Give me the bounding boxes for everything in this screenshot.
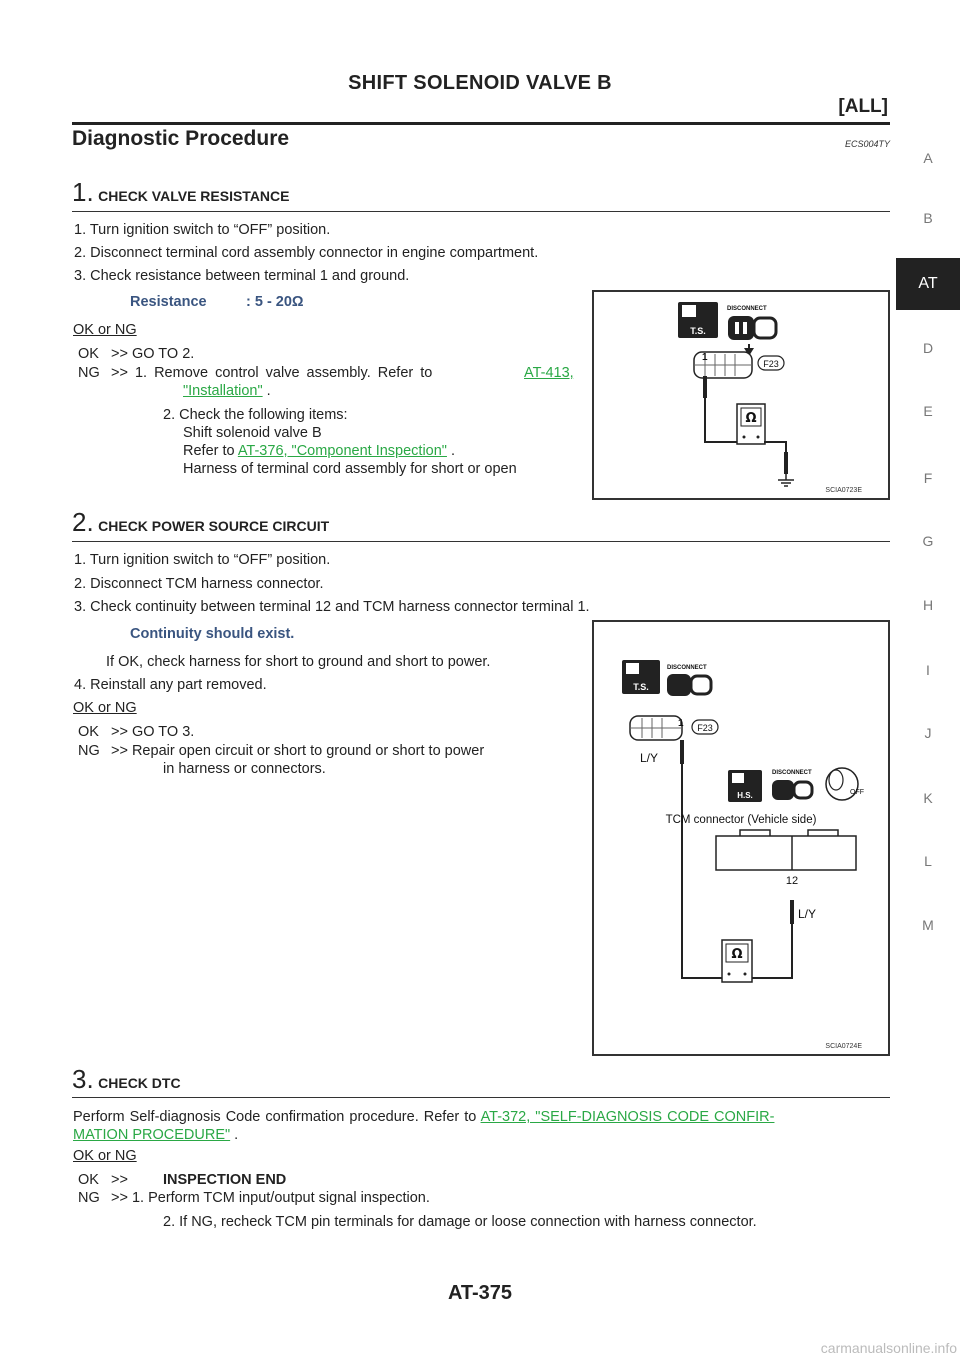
step-2-note: If OK, check harness for short to ground and short to power. [106,654,491,670]
step-2-item-1: 1. Turn ignition switch to “OFF” position. [74,552,331,568]
step-1-ng-2b [183,442,455,460]
resistance-label: Resistance [130,294,207,310]
step-1-installation [183,382,271,400]
side-index-l[interactable]: L [924,853,932,869]
side-index-e[interactable]: E [923,403,933,419]
step-3-text-line-2 [73,1126,238,1144]
step-2-number: 2. [72,507,94,537]
diagram-1-svg [594,292,888,498]
step-3-ng-2: 2. If NG, recheck TCM pin terminals for damage or loose connection with harness connector. [163,1214,757,1230]
section-title: Diagnostic Procedure [72,127,290,150]
step-1-ok-label: OK [78,346,99,362]
svg-text:L/Y: L/Y [798,907,817,921]
step-1-title: CHECK VALVE RESISTANCE [98,188,290,204]
link-at-413[interactable]: AT-413, [524,365,574,381]
step-2-item-3: 3. Check continuity between terminal 12 and TCM harness connector terminal 1. [74,599,590,615]
ohmmeter-icon [722,940,752,982]
watermark: carmanualsonline.info [820,1340,957,1356]
link-installation[interactable]: "Installation" [183,383,263,399]
step-1-ng-2c: Harness of terminal cord assembly for short or open [183,461,517,477]
continuity-spec: Continuity should exist. [130,626,295,642]
step-3-period: . [234,1127,239,1143]
resistance-value: : 5 - 20Ω [246,294,304,310]
svg-text:1: 1 [678,718,684,729]
side-index-d[interactable]: D [922,340,934,356]
svg-text:F23: F23 [763,359,779,369]
step-2-ok-label: OK [78,724,99,740]
svg-text:H.S.: H.S. [737,791,753,800]
step-1-period: . [266,383,271,399]
step-3-ok-result: INSPECTION END [163,1172,287,1188]
refer-period: . [450,443,456,459]
side-index-i[interactable]: I [926,662,930,678]
step-3-rule [72,1097,890,1098]
side-index-h[interactable]: H [922,597,934,613]
step-1-item-2: 2. Disconnect terminal cord assembly connector in engine compartment. [74,245,539,261]
step-2-item-2: 2. Disconnect TCM harness connector. [74,576,324,592]
step-3-number: 3. [72,1064,94,1094]
header-rule [72,122,890,125]
side-index-a[interactable]: A [923,150,933,166]
step-1-ng-2: 2. Check the following items: [163,407,348,423]
disconnect-connector-icon [728,316,776,340]
page-header-scope: [ALL] [838,96,888,117]
step-1-rule [72,211,890,212]
step-2-item-4: 4. Reinstall any part removed. [74,677,267,693]
disconnect-connector-icon [667,674,711,696]
step-1-ng-2a: Shift solenoid valve B [183,425,322,441]
page-number: AT-375 [447,1282,513,1304]
ohmmeter-icon [737,404,765,444]
step-1-item-3: 3. Check resistance between terminal 1 and ground. [74,268,410,284]
page-header-title: SHIFT SOLENOID VALVE B [348,72,612,94]
step-1-ng-label: NG [78,365,100,381]
step-2-ng-label: NG [78,743,100,759]
side-index-m[interactable]: M [922,917,934,933]
f23-connector-icon [630,716,682,740]
svg-text:TCM connector (Vehicle side): TCM connector (Vehicle side) [665,814,817,826]
diagram-2-svg [594,622,888,1054]
svg-text:OFF: OFF [850,789,864,796]
step-1-ok-or-ng: OK or NG [73,322,137,338]
svg-text:DISCONNECT: DISCONNECT [667,665,707,671]
side-index-b[interactable]: B [923,210,933,226]
svg-text:SCIA0723E: SCIA0723E [825,487,862,494]
step-3-ng-result: >> 1. Perform TCM input/output signal inspection. [111,1190,430,1206]
ignition-off-icon [826,768,864,800]
step-1-heading [72,177,290,208]
step-2-ng-result: >> Repair open circuit or short to ground or short to power [111,743,485,759]
step-3-text [73,1108,774,1126]
link-at-376[interactable]: AT-376, "Component Inspection" [237,443,447,459]
refer-to-text: Refer to [183,443,235,459]
step-2-ok-result: >> GO TO 3. [111,724,195,740]
step-2-ng-result-2: in harness or connectors. [163,761,326,777]
svg-text:T.S.: T.S. [633,682,649,692]
step-3-title: CHECK DTC [98,1075,181,1091]
svg-text:Ω: Ω [731,947,743,962]
step-3-ok-or-ng: OK or NG [73,1148,137,1164]
side-index-g[interactable]: G [922,533,934,549]
svg-text:12: 12 [785,875,799,887]
step-1-ng-result: >> 1. Remove control valve assembly. Refer to [111,365,433,381]
svg-text:SCIA0724E: SCIA0724E [825,1043,862,1050]
side-index-f[interactable]: F [923,470,933,486]
link-procedure[interactable]: MATION PROCEDURE" [73,1127,231,1143]
step-2-title: CHECK POWER SOURCE CIRCUIT [98,518,330,534]
svg-text:DISCONNECT: DISCONNECT [727,306,767,312]
step-3-ng-label: NG [78,1190,100,1206]
diagram-2-frame [592,620,890,1056]
svg-text:T.S.: T.S. [690,326,706,336]
step-1-number: 1. [72,177,94,207]
disconnect-connector-icon [772,780,812,800]
step-2-ok-or-ng: OK or NG [73,700,137,716]
svg-text:Ω: Ω [745,411,757,426]
side-index-k[interactable]: K [923,790,933,806]
side-index-j[interactable]: J [924,725,932,741]
step-3-ok-arrow: >> [111,1172,128,1188]
ts-badge-icon [678,302,718,338]
step-2-rule [72,541,890,542]
svg-text:1: 1 [702,352,708,363]
ground-symbol-icon [778,474,794,486]
step-3-ok-label: OK [78,1172,99,1188]
ts-badge-icon [622,660,660,694]
step-1-item-1: 1. Turn ignition switch to “OFF” position. [74,222,331,238]
section-code: ECS004TY [844,139,890,149]
link-at-372[interactable]: AT-372, "SELF-DIAGNOSIS CODE CONFIR- [480,1109,775,1125]
side-index-at-active[interactable]: AT [896,258,960,310]
hs-badge-icon [728,770,762,802]
svg-text:DISCONNECT: DISCONNECT [772,770,812,776]
step-1-ok-result: >> GO TO 2. [111,346,195,362]
step-3-heading [72,1064,181,1095]
step-2-heading [72,507,329,538]
step-3-text-pre: Perform Self-diagnosis Code confirmation procedure. Refer to [73,1109,477,1125]
tcm-connector-icon [716,830,856,870]
svg-text:F23: F23 [697,723,713,733]
diagram-1-frame [592,290,890,500]
svg-text:L/Y: L/Y [640,751,659,765]
